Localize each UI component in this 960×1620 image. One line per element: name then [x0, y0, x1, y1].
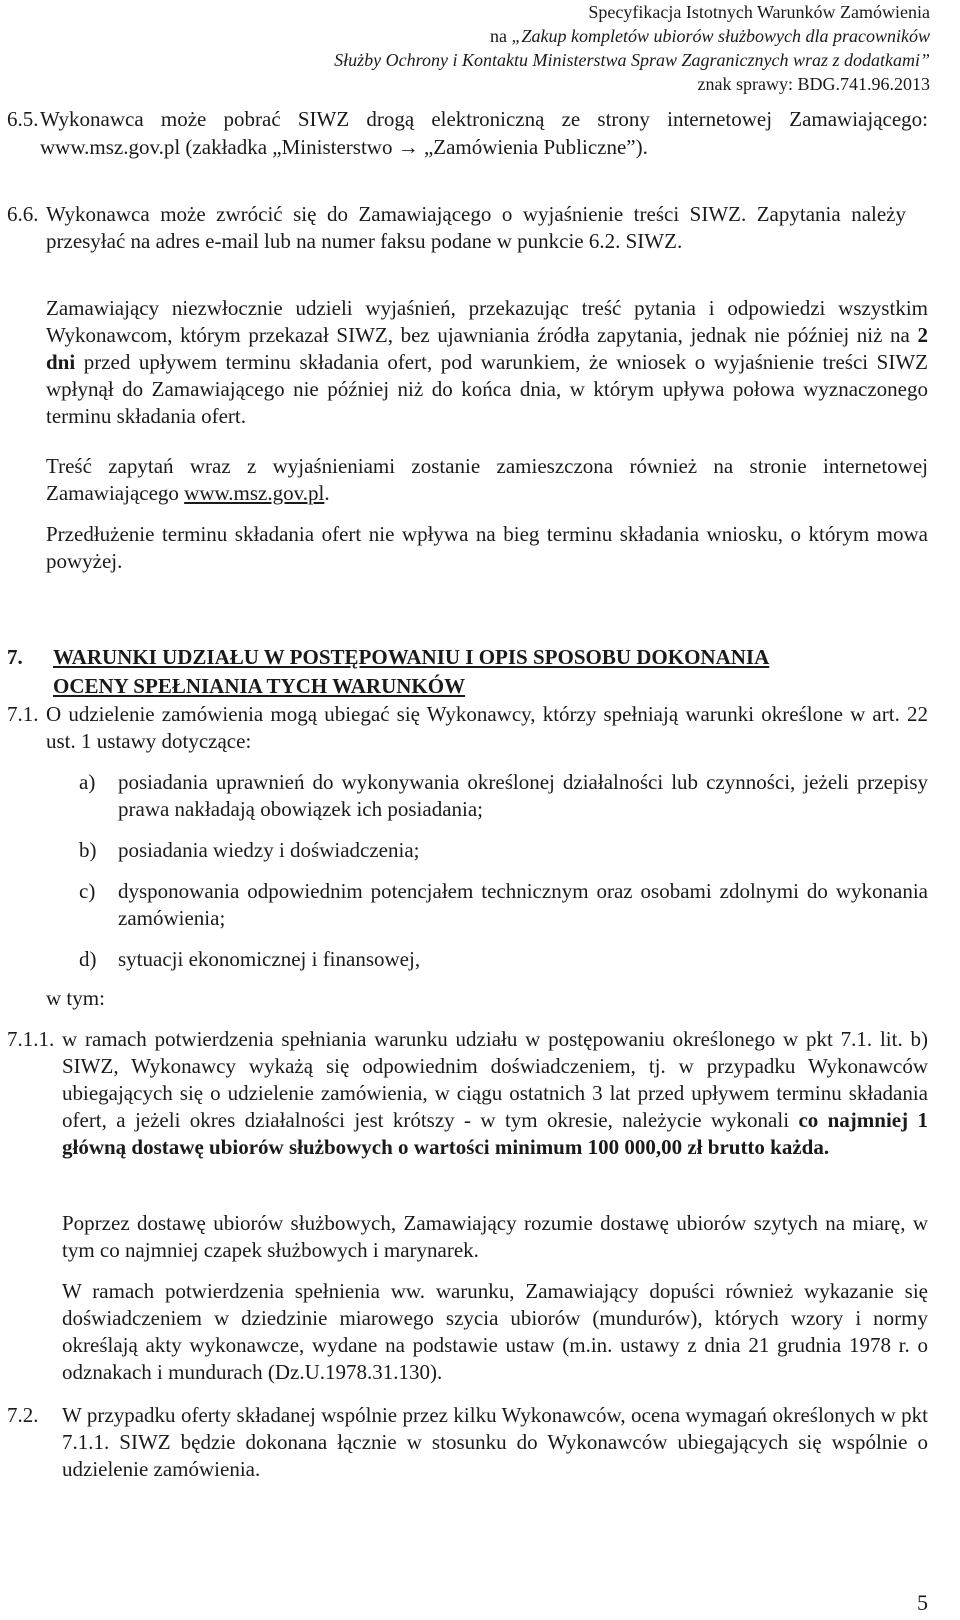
page-number: 5	[917, 1590, 928, 1615]
section-7-1-1-text	[62, 1026, 928, 1161]
paragraph-2-text-a: Treść zapytań wraz z wyjaśnieniami zostanie zamieszczona również na stronie internetowej Zamawiającego	[46, 454, 928, 505]
list-item-c-text: dysponowania odpowiednim potencjałem technicznym oraz osobami zdolnymi do wykonania zamówienia;	[118, 879, 928, 930]
list-item-d-label: d)	[79, 947, 97, 971]
section-7-1-1-paragraph-2: Poprzez dostawę ubiorów służbowych, Zamawiający rozumie dostawę ubiorów szytych na miarę, w tym co najmniej czapek służbowych i marynarek.	[62, 1211, 928, 1262]
list-item-a-label: a)	[79, 770, 96, 794]
section-7-1-1-number: 7.1.1.	[7, 1027, 55, 1051]
header-line-4: znak sprawy: BDG.741.96.2013	[697, 74, 930, 94]
section-7-1-text: O udzielenie zamówienia mogą ubiegać się Wykonawcy, którzy spełniają warunki określone w art. 22 ust. 1 ustawy dotyczące:	[46, 702, 928, 753]
section-7-2-number: 7.2.	[7, 1403, 39, 1427]
list-item-a-text: posiadania uprawnień do wykonywania określonej działalności lub czynności, jeżeli przepisy prawa nakładają obowiązek ich posiadania;	[118, 770, 928, 821]
section-6-6-paragraph-2	[46, 453, 928, 507]
paragraph-1-text-a: Zamawiający niezwłocznie udzieli wyjaśnień, przekazując treść pytania i odpowiedzi wszystkim Wykonawcom, którym przekazał SIWZ, bez ujawniania źródła zapytania, jednak nie później niż na	[46, 296, 928, 347]
section-7-1-1-text-a: w ramach potwierdzenia spełniania warunku udziału w postępowaniu określonego w pkt 7.1. lit. b) SIWZ, Wykonawcy wykażą się odpowiednim doświadczeniem, tj. w przypadku Wykonawców ubiegających się o udzielenie zamówienia, w ciągu ostatnich 3 lat przed upływem terminu składania ofert, a jeżeli okres działalności jest krótszy - w tym okresie, należycie wykonali	[62, 1027, 928, 1132]
section-7-2-text: W przypadku oferty składanej wspólnie przez kilku Wykonawców, ocena wymagań określonych w pkt 7.1.1. SIWZ będzie dokonana łącznie w stosunku do Wykonawców ubiegających się wspólnie o udzielenie zamówienia.	[62, 1403, 928, 1481]
section-7-number: 7.	[7, 645, 23, 669]
section-7-title-line-2: OCENY SPEŁNIANIA TYCH WARUNKÓW	[53, 674, 466, 698]
paragraph-2-text-b: .	[324, 481, 330, 505]
section-7-1-1-bold: co najmniej 1 główną dostawę ubiorów służbowych o wartości minimum 100 000,00 zł brutto każda.	[62, 1108, 928, 1159]
paragraph-1-text-b: przed upływem terminu składania ofert, pod warunkiem, że wniosek o wyjaśnienie treści SIWZ wpłynął do Zamawiającego nie później niż do końca dnia, w którym upływa połowa wyznaczonego terminu składania ofert.	[46, 350, 928, 428]
w-tym-label: w tym:	[46, 986, 105, 1010]
section-7-1-1-paragraph-3: W ramach potwierdzenia spełnienia ww. warunku, Zamawiający dopuści również wykazanie się doświadczeniem w dziedzinie miarowego szycia ubiorów (mundurów), których wzory i normy określają akty wykonawcze, wydane na podstawie ustaw (m.in. ustawy z dnia 21 grudnia 1978 r. o odznakach i mundurach (Dz.U.1978.31.130).	[62, 1279, 928, 1384]
section-6-6-paragraph-3: Przedłużenie terminu składania ofert nie wpływa na bieg terminu składania wniosku, o którym mowa powyżej.	[46, 522, 928, 573]
section-6-6-number: 6.6.	[7, 202, 39, 226]
section-6-5-number: 6.5.	[7, 107, 39, 131]
list-item-b-label: b)	[79, 838, 97, 862]
paragraph-1-bold: 2 dni	[46, 323, 928, 374]
section-7-title-line-1: WARUNKI UDZIAŁU W POSTĘPOWANIU I OPIS SPOSOBU DOKONANIA	[53, 645, 770, 669]
header-line-2	[334, 24, 930, 48]
header-line-3: Służby Ochrony i Kontaktu Ministerstwa Spraw Zagranicznych wraz z dodatkami”	[334, 50, 930, 70]
section-7-heading	[7, 643, 927, 701]
section-6-6-paragraph-1	[46, 295, 928, 430]
section-6-6-text: Wykonawca może zwrócić się do Zamawiającego o wyjaśnienie treści SIWZ. Zapytania należy przesyłać na adres e-mail lub na numer faksu podane w punkcie 6.2. SIWZ.	[46, 202, 906, 253]
list-item-b-text: posiadania wiedzy i doświadczenia;	[118, 838, 420, 862]
section-7-1-number: 7.1.	[7, 702, 39, 726]
list-item-c-label: c)	[79, 879, 96, 903]
header-line-2-italic: „Zakup kompletów ubiorów służbowych dla pracowników	[511, 26, 930, 46]
msz-website-link[interactable]: www.msz.gov.pl	[184, 481, 325, 505]
section-6-5-text: Wykonawca może pobrać SIWZ drogą elektroniczną ze strony internetowej Zamawiającego: www.msz.gov.pl (zakładka „Ministerstwo → „Zamówienia Publiczne”).	[40, 107, 928, 159]
header-line-1: Specyfikacja Istotnych Warunków Zamówienia	[588, 2, 930, 22]
list-item-d-text: sytuacji ekonomicznej i finansowej,	[118, 947, 421, 971]
page-header	[334, 0, 930, 96]
header-line-2-prefix: na	[490, 26, 512, 46]
